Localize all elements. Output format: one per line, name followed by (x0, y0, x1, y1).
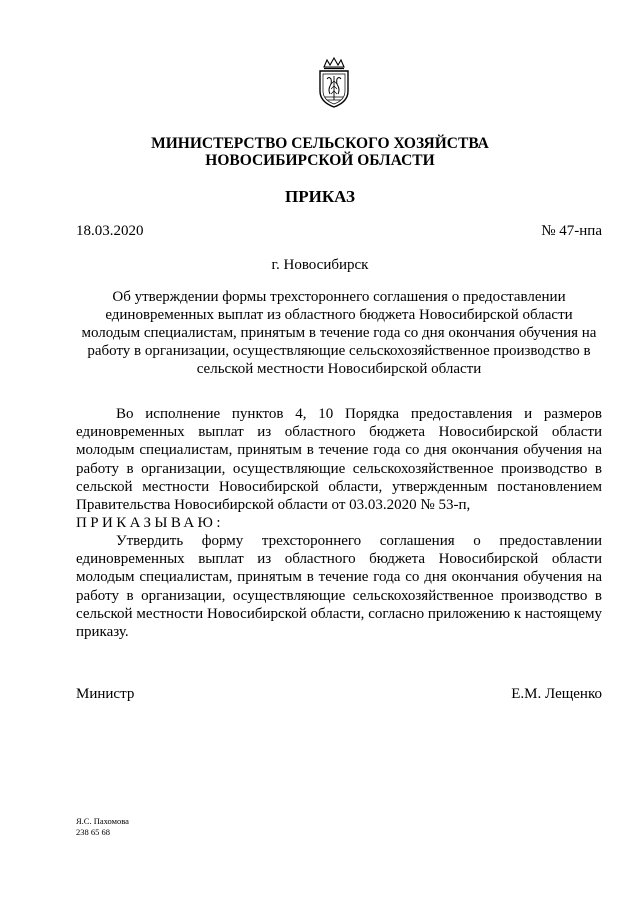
executor-block (76, 816, 129, 838)
document-number: № 47-нпа (541, 223, 602, 239)
coat-of-arms-icon (315, 57, 353, 109)
document-city: г. Новосибирск (271, 257, 369, 273)
ministry-name-line1: МИНИСТЕРСТВО СЕЛЬСКОГО ХОЗЯЙСТВА (151, 135, 489, 152)
signatory-position: Министр (76, 686, 135, 702)
document-date: 18.03.2020 (76, 223, 144, 239)
preamble-paragraph: Во исполнение пунктов 4, 10 Порядка предоставления и размеров единовременных выплат из областного бюджета Новосибирской области молодым специалистам, принятым в течение года со дня окончания обучения на работу в организации, осуществляющие сельскохозяйственное производство в сельской местности Новосибирской области, утвержденным постановлением Правительства Новосибирской области от 03.03.2020 № 53-п, (76, 406, 602, 514)
document-type-title: ПРИКАЗ (285, 187, 355, 206)
executor-phone: 238 65 68 (76, 827, 110, 837)
decree-word: ПРИКАЗЫВАЮ: (76, 515, 224, 531)
signatory-name: Е.М. Лещенко (511, 686, 602, 702)
resolution-paragraph: Утвердить форму трехстороннего соглашения о предоставлении единовременных выплат из областного бюджета Новосибирской области молодым специалистам, принятым в течение года со дня окончания обучения на работу в организации, осуществляющие сельскохозяйственное производство в сельской местности Новосибирской области, согласно приложению к настоящему приказу. (76, 533, 602, 641)
ministry-name-line2: НОВОСИБИРСКОЙ ОБЛАСТИ (205, 152, 435, 169)
executor-name: Я.С. Пахомова (76, 816, 129, 826)
document-subject: Об утверждении формы трехстороннего соглашения о предоставлении единовременных выплат из областного бюджета Новосибирской области молодым специалистам, принятым в течение года со дня окончания обучения на работу в организации, осуществляющие сельскохозяйственное производство в сельской местности Новосибирской области (81, 289, 597, 377)
